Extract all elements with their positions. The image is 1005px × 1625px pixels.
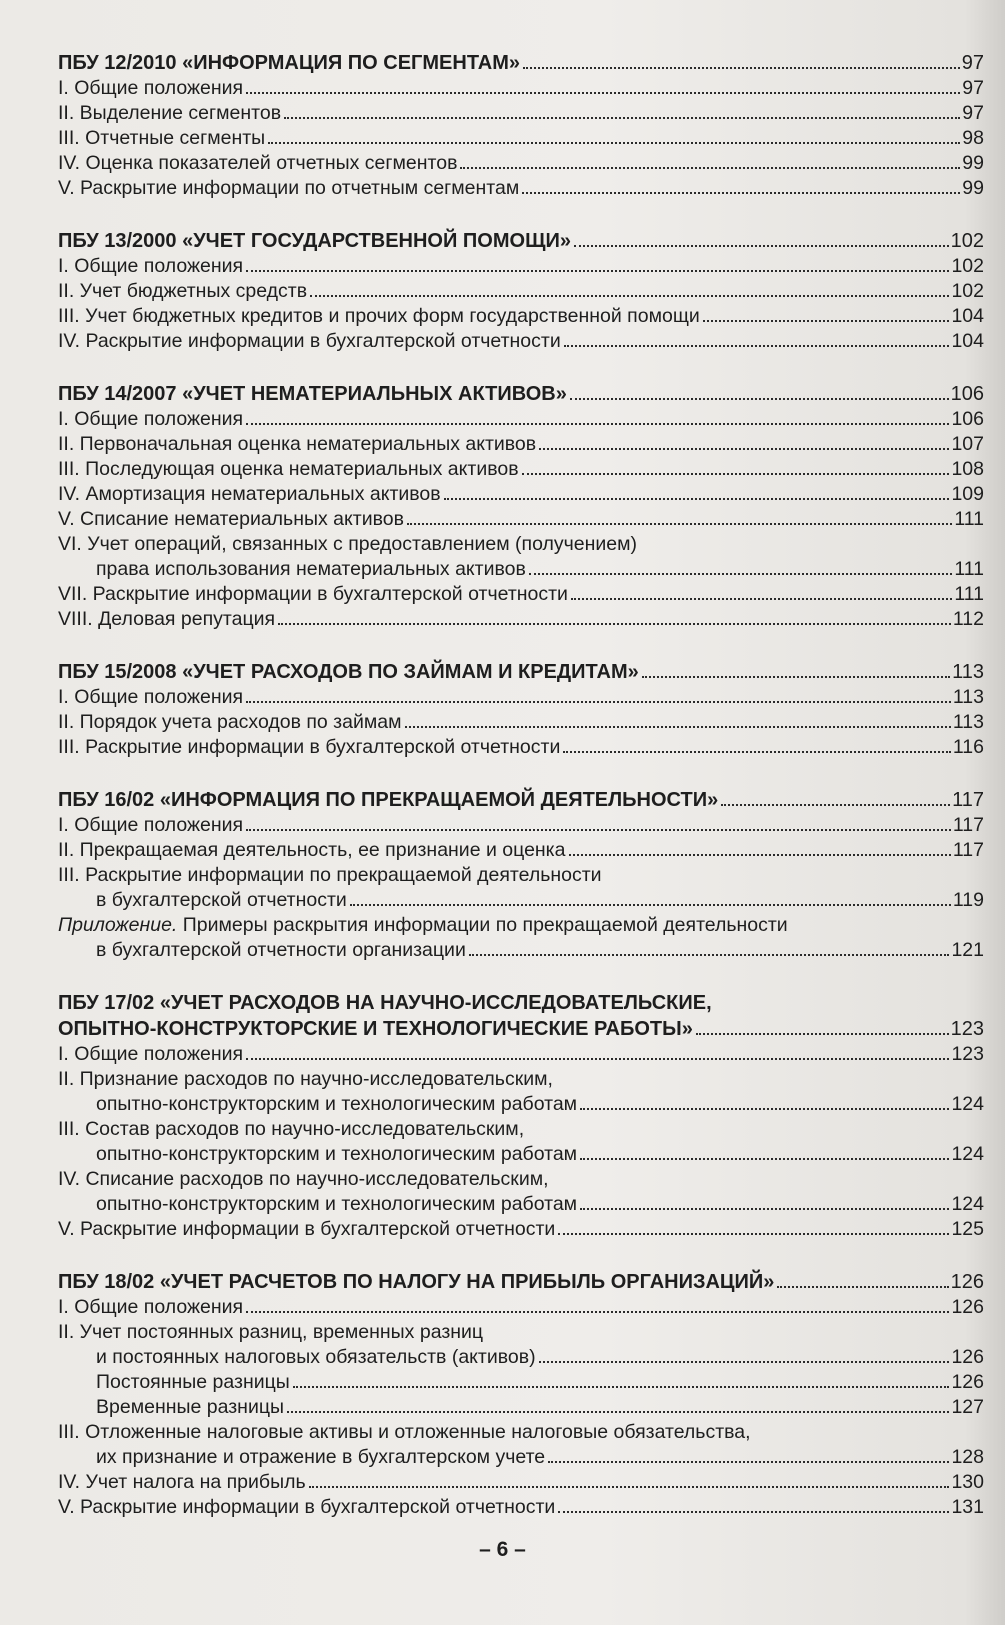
toc-entry-first-line: VI. Учет операций, связанных с предоставлением (получением) — [58, 533, 638, 555]
toc-entry[interactable] — [58, 457, 984, 482]
toc-entry-text: Временные разницы — [96, 1396, 285, 1418]
toc-entry-first-line: II. Признание расходов по научно-исследовательским, — [58, 1068, 553, 1090]
toc-section — [58, 228, 984, 354]
page-ref: 117 — [952, 789, 984, 811]
page-ref: 99 — [962, 177, 984, 199]
dot-leader — [529, 573, 953, 575]
section-title-line-text: ПБУ 15/2008 «УЧЕТ РАСХОДОВ ПО ЗАЙМАМ И КРЕДИТАМ» — [58, 661, 639, 683]
page-ref: 106 — [951, 408, 984, 430]
toc-section — [58, 990, 984, 1242]
dot-leader — [558, 1233, 949, 1235]
toc-section — [58, 381, 984, 632]
section-title-line-text: ПБУ 13/2000 «УЧЕТ ГОСУДАРСТВЕННОЙ ПОМОЩИ» — [58, 230, 571, 252]
dot-leader — [246, 423, 949, 425]
toc-section — [58, 787, 984, 963]
toc-entry-text: IV. Учет налога на прибыль — [58, 1471, 306, 1493]
dot-leader — [548, 1461, 949, 1463]
toc-entry-text: права использования нематериальных активов — [96, 558, 526, 580]
toc-section — [58, 50, 984, 201]
section-title-line-text: ОПЫТНО-КОНСТРУКТОРСКИЕ И ТЕХНОЛОГИЧЕСКИЕ РАБОТЫ» — [58, 1018, 693, 1040]
page-ref: 97 — [962, 102, 984, 124]
toc-entry[interactable] — [58, 888, 984, 913]
page-ref: 106 — [950, 383, 984, 405]
page-ref: 113 — [952, 686, 984, 708]
page-ref: 98 — [962, 127, 984, 149]
toc-entry-text: III. Учет бюджетных кредитов и прочих форм государственной помощи — [58, 305, 700, 327]
toc-entry[interactable] — [58, 482, 984, 507]
toc-entry-text: V. Списание нематериальных активов — [58, 508, 404, 530]
dot-leader — [571, 598, 952, 600]
toc-entry[interactable] — [58, 101, 984, 126]
toc-entry[interactable] — [58, 838, 984, 863]
toc-entry[interactable] — [58, 304, 984, 329]
page-ref: 108 — [951, 458, 984, 480]
toc-entry[interactable] — [58, 938, 984, 963]
toc-entry-text: в бухгалтерской отчетности — [96, 889, 347, 911]
page-ref: 127 — [951, 1396, 984, 1418]
section-title-line[interactable] — [58, 228, 984, 254]
page-ref: 126 — [950, 1271, 984, 1293]
toc-entry-text: IV. Оценка показателей отчетных сегментов — [58, 152, 458, 174]
dot-leader — [696, 1033, 949, 1035]
toc-entry[interactable] — [58, 1217, 984, 1242]
toc-entry-first-line: II. Учет постоянных разниц, временных разниц — [58, 1321, 484, 1343]
toc-entry-first-line: IV. Списание расходов по научно-исследовательским, — [58, 1168, 549, 1190]
page-ref: 126 — [951, 1371, 984, 1393]
toc-entry[interactable] — [58, 407, 984, 432]
dot-leader — [350, 904, 951, 906]
toc-entry-text: их признание и отражение в бухгалтерском учете — [96, 1446, 546, 1468]
page-ref: 102 — [950, 230, 984, 252]
toc-entry[interactable] — [58, 507, 984, 532]
page-ref: 125 — [951, 1218, 984, 1240]
toc-entry-text: в бухгалтерской отчетности организации — [96, 939, 466, 961]
dot-leader — [703, 320, 950, 322]
toc-entry-text: II. Порядок учета расходов по займам — [58, 711, 402, 733]
toc-entry[interactable] — [58, 329, 984, 354]
dot-leader — [246, 829, 951, 831]
toc-entry-text: III. Отчетные сегменты — [58, 127, 266, 149]
page-ref: 113 — [952, 661, 984, 683]
toc-entry-text: II. Первоначальная оценка нематериальных активов — [58, 433, 537, 455]
toc-entry[interactable] — [58, 1370, 984, 1395]
page-ref: 102 — [951, 255, 984, 277]
page-ref: 104 — [951, 330, 984, 352]
toc-entry[interactable] — [58, 1042, 984, 1067]
dot-leader — [569, 854, 951, 856]
section-title-line-text: ПБУ 14/2007 «УЧЕТ НЕМАТЕРИАЛЬНЫХ АКТИВОВ» — [58, 383, 567, 405]
toc-entry-text: I. Общие положения — [58, 1043, 244, 1065]
section-title-line[interactable] — [58, 1269, 984, 1295]
toc-entry[interactable] — [58, 1142, 984, 1167]
toc-entry[interactable] — [58, 710, 984, 735]
dot-leader — [293, 1386, 950, 1388]
dot-leader — [522, 473, 950, 475]
page-ref: 97 — [962, 77, 984, 99]
page-ref: 109 — [951, 483, 984, 505]
page-ref: 107 — [951, 433, 984, 455]
dot-leader — [580, 1108, 949, 1110]
toc-entry[interactable] — [58, 1395, 984, 1420]
page-ref: 99 — [962, 152, 984, 174]
dot-leader — [310, 295, 949, 297]
toc-entry-text: III. Последующая оценка нематериальных активов — [58, 458, 519, 480]
dot-leader — [309, 1486, 950, 1488]
toc-entry[interactable] — [58, 432, 984, 457]
page-ref: 126 — [951, 1296, 984, 1318]
toc-entry[interactable] — [58, 76, 984, 101]
dot-leader — [246, 701, 951, 703]
section-title-line-text: ПБУ 12/2010 «ИНФОРМАЦИЯ ПО СЕГМЕНТАМ» — [58, 52, 521, 74]
toc-entry[interactable] — [58, 1495, 984, 1520]
toc-entry-text: I. Общие положения — [58, 686, 244, 708]
dot-leader — [460, 167, 960, 169]
toc-entry-first-line — [58, 913, 984, 938]
dot-leader — [564, 345, 950, 347]
dot-leader — [246, 1311, 949, 1313]
toc-entry[interactable] — [58, 1445, 984, 1470]
toc-entry[interactable] — [58, 254, 984, 279]
page-ref: 112 — [952, 608, 984, 630]
dot-leader — [522, 192, 960, 194]
toc-entry-text: II. Прекращаемая деятельность, ее признание и оценка — [58, 839, 566, 861]
toc-entry-text: V. Раскрытие информации в бухгалтерской отчетности — [58, 1496, 556, 1518]
page-ref: 124 — [951, 1143, 984, 1165]
page-ref: 123 — [950, 1018, 984, 1040]
dot-leader — [469, 954, 950, 956]
dot-leader — [246, 270, 949, 272]
dot-leader — [444, 498, 950, 500]
toc-entry-text: I. Общие положения — [58, 814, 244, 836]
dot-leader — [570, 398, 949, 400]
toc-entry-text: V. Раскрытие информации в бухгалтерской отчетности — [58, 1218, 556, 1240]
section-title-line[interactable] — [58, 659, 984, 685]
toc-entry-first-line: III. Состав расходов по научно-исследовательским, — [58, 1118, 525, 1140]
toc-entry-text: опытно-конструкторским и технологическим работам — [96, 1143, 578, 1165]
toc-entry-text: I. Общие положения — [58, 1296, 244, 1318]
toc-entry-text: IV. Амортизация нематериальных активов — [58, 483, 441, 505]
toc-entry-text: II. Учет бюджетных средств — [58, 280, 308, 302]
section-title-line[interactable] — [58, 381, 984, 407]
dot-leader — [405, 726, 951, 728]
toc-entry-text: Постоянные разницы — [96, 1371, 290, 1393]
dot-leader — [246, 92, 960, 94]
dot-leader — [287, 1411, 949, 1413]
page-ref: 111 — [954, 558, 984, 580]
toc-entry-text: IV. Раскрытие информации в бухгалтерской отчетности — [58, 330, 561, 352]
toc-entry[interactable] — [58, 582, 984, 607]
dot-leader — [407, 523, 952, 525]
toc-entry[interactable] — [58, 813, 984, 838]
page-ref: 113 — [952, 711, 984, 733]
toc-entry-text: V. Раскрытие информации по отчетным сегментам — [58, 177, 520, 199]
toc-entry[interactable] — [58, 279, 984, 304]
toc-entry[interactable] — [58, 607, 984, 632]
toc-entry[interactable] — [58, 735, 984, 760]
page-ref: 130 — [951, 1471, 984, 1493]
appendix-label: Приложение. — [58, 914, 178, 936]
page-ref: 111 — [954, 508, 984, 530]
dot-leader — [278, 623, 951, 625]
section-title: ПБУ 17/02 «УЧЕТ РАСХОДОВ НА НАУЧНО-ИССЛЕДОВАТЕЛЬСКИЕ, — [58, 992, 712, 1014]
toc-entry[interactable] — [58, 1192, 984, 1217]
dot-leader — [721, 804, 950, 806]
dot-leader — [539, 1361, 950, 1363]
section-title-line[interactable] — [58, 787, 984, 813]
toc-section — [58, 1269, 984, 1520]
toc-entry-first-line: III. Раскрытие информации по прекращаемой деятельности — [58, 864, 602, 886]
entry-text: Примеры раскрытия информации по прекращаемой деятельности — [177, 914, 788, 936]
dot-leader — [539, 448, 949, 450]
toc-entry-text: I. Общие положения — [58, 408, 244, 430]
toc-entry-text: опытно-конструкторским и технологическим работам — [96, 1093, 578, 1115]
toc-entry-text: III. Раскрытие информации в бухгалтерской отчетности — [58, 736, 561, 758]
dot-leader — [574, 245, 949, 247]
dot-leader — [777, 1286, 948, 1288]
toc-entry[interactable] — [58, 685, 984, 710]
toc-section — [58, 659, 984, 760]
page-ref: 119 — [952, 889, 984, 911]
page-ref: 131 — [951, 1496, 984, 1518]
dot-leader — [523, 67, 960, 69]
toc-entry[interactable] — [58, 1295, 984, 1320]
dot-leader — [580, 1158, 949, 1160]
page-number: – 6 – — [479, 1538, 526, 1561]
dot-leader — [563, 751, 951, 753]
toc-entry-text: VIII. Деловая репутация — [58, 608, 276, 630]
toc-entry-text: VII. Раскрытие информации в бухгалтерской отчетности — [58, 583, 568, 605]
toc-entry-text: I. Общие положения — [58, 255, 244, 277]
toc-entry-text: и постоянных налоговых обязательств (активов) — [96, 1346, 536, 1368]
table-of-contents — [58, 50, 984, 1547]
toc-entry[interactable] — [58, 176, 984, 201]
toc-entry[interactable] — [58, 1092, 984, 1117]
page-ref: 102 — [951, 280, 984, 302]
section-title-line[interactable] — [58, 50, 984, 76]
toc-entry-text: I. Общие положения — [58, 77, 244, 99]
page-ref: 117 — [952, 814, 984, 836]
dot-leader — [268, 142, 960, 144]
page-ref: 124 — [951, 1093, 984, 1115]
page-ref: 121 — [951, 939, 984, 961]
section-title-line-text: ПБУ 18/02 «УЧЕТ РАСЧЕТОВ ПО НАЛОГУ НА ПРИБЫЛЬ ОРГАНИЗАЦИЙ» — [58, 1271, 775, 1293]
dot-leader — [642, 676, 950, 678]
toc-entry[interactable] — [58, 126, 984, 151]
page-ref: 116 — [952, 736, 984, 758]
dot-leader — [284, 117, 960, 119]
toc-entry[interactable] — [58, 1345, 984, 1370]
section-title-line[interactable] — [58, 1016, 984, 1042]
page-ref: 97 — [961, 52, 984, 74]
page-ref: 104 — [951, 305, 984, 327]
toc-entry[interactable] — [58, 557, 984, 582]
dot-leader — [246, 1058, 949, 1060]
toc-entry[interactable] — [58, 1470, 984, 1495]
page-ref: 126 — [951, 1346, 984, 1368]
toc-entry[interactable] — [58, 151, 984, 176]
dot-leader — [558, 1511, 949, 1513]
page-ref: 124 — [951, 1193, 984, 1215]
toc-entry-first-line: III. Отложенные налоговые активы и отложенные налоговые обязательства, — [58, 1421, 751, 1443]
page-ref: 117 — [952, 839, 984, 861]
dot-leader — [580, 1208, 949, 1210]
toc-entry-text: опытно-конструкторским и технологическим работам — [96, 1193, 578, 1215]
section-title-line-text: ПБУ 16/02 «ИНФОРМАЦИЯ ПО ПРЕКРАЩАЕМОЙ ДЕЯТЕЛЬНОСТИ» — [58, 789, 719, 811]
toc-entry-text: II. Выделение сегментов — [58, 102, 282, 124]
page-ref: 123 — [951, 1043, 984, 1065]
page-ref: 128 — [951, 1446, 984, 1468]
page-ref: 111 — [954, 583, 984, 605]
